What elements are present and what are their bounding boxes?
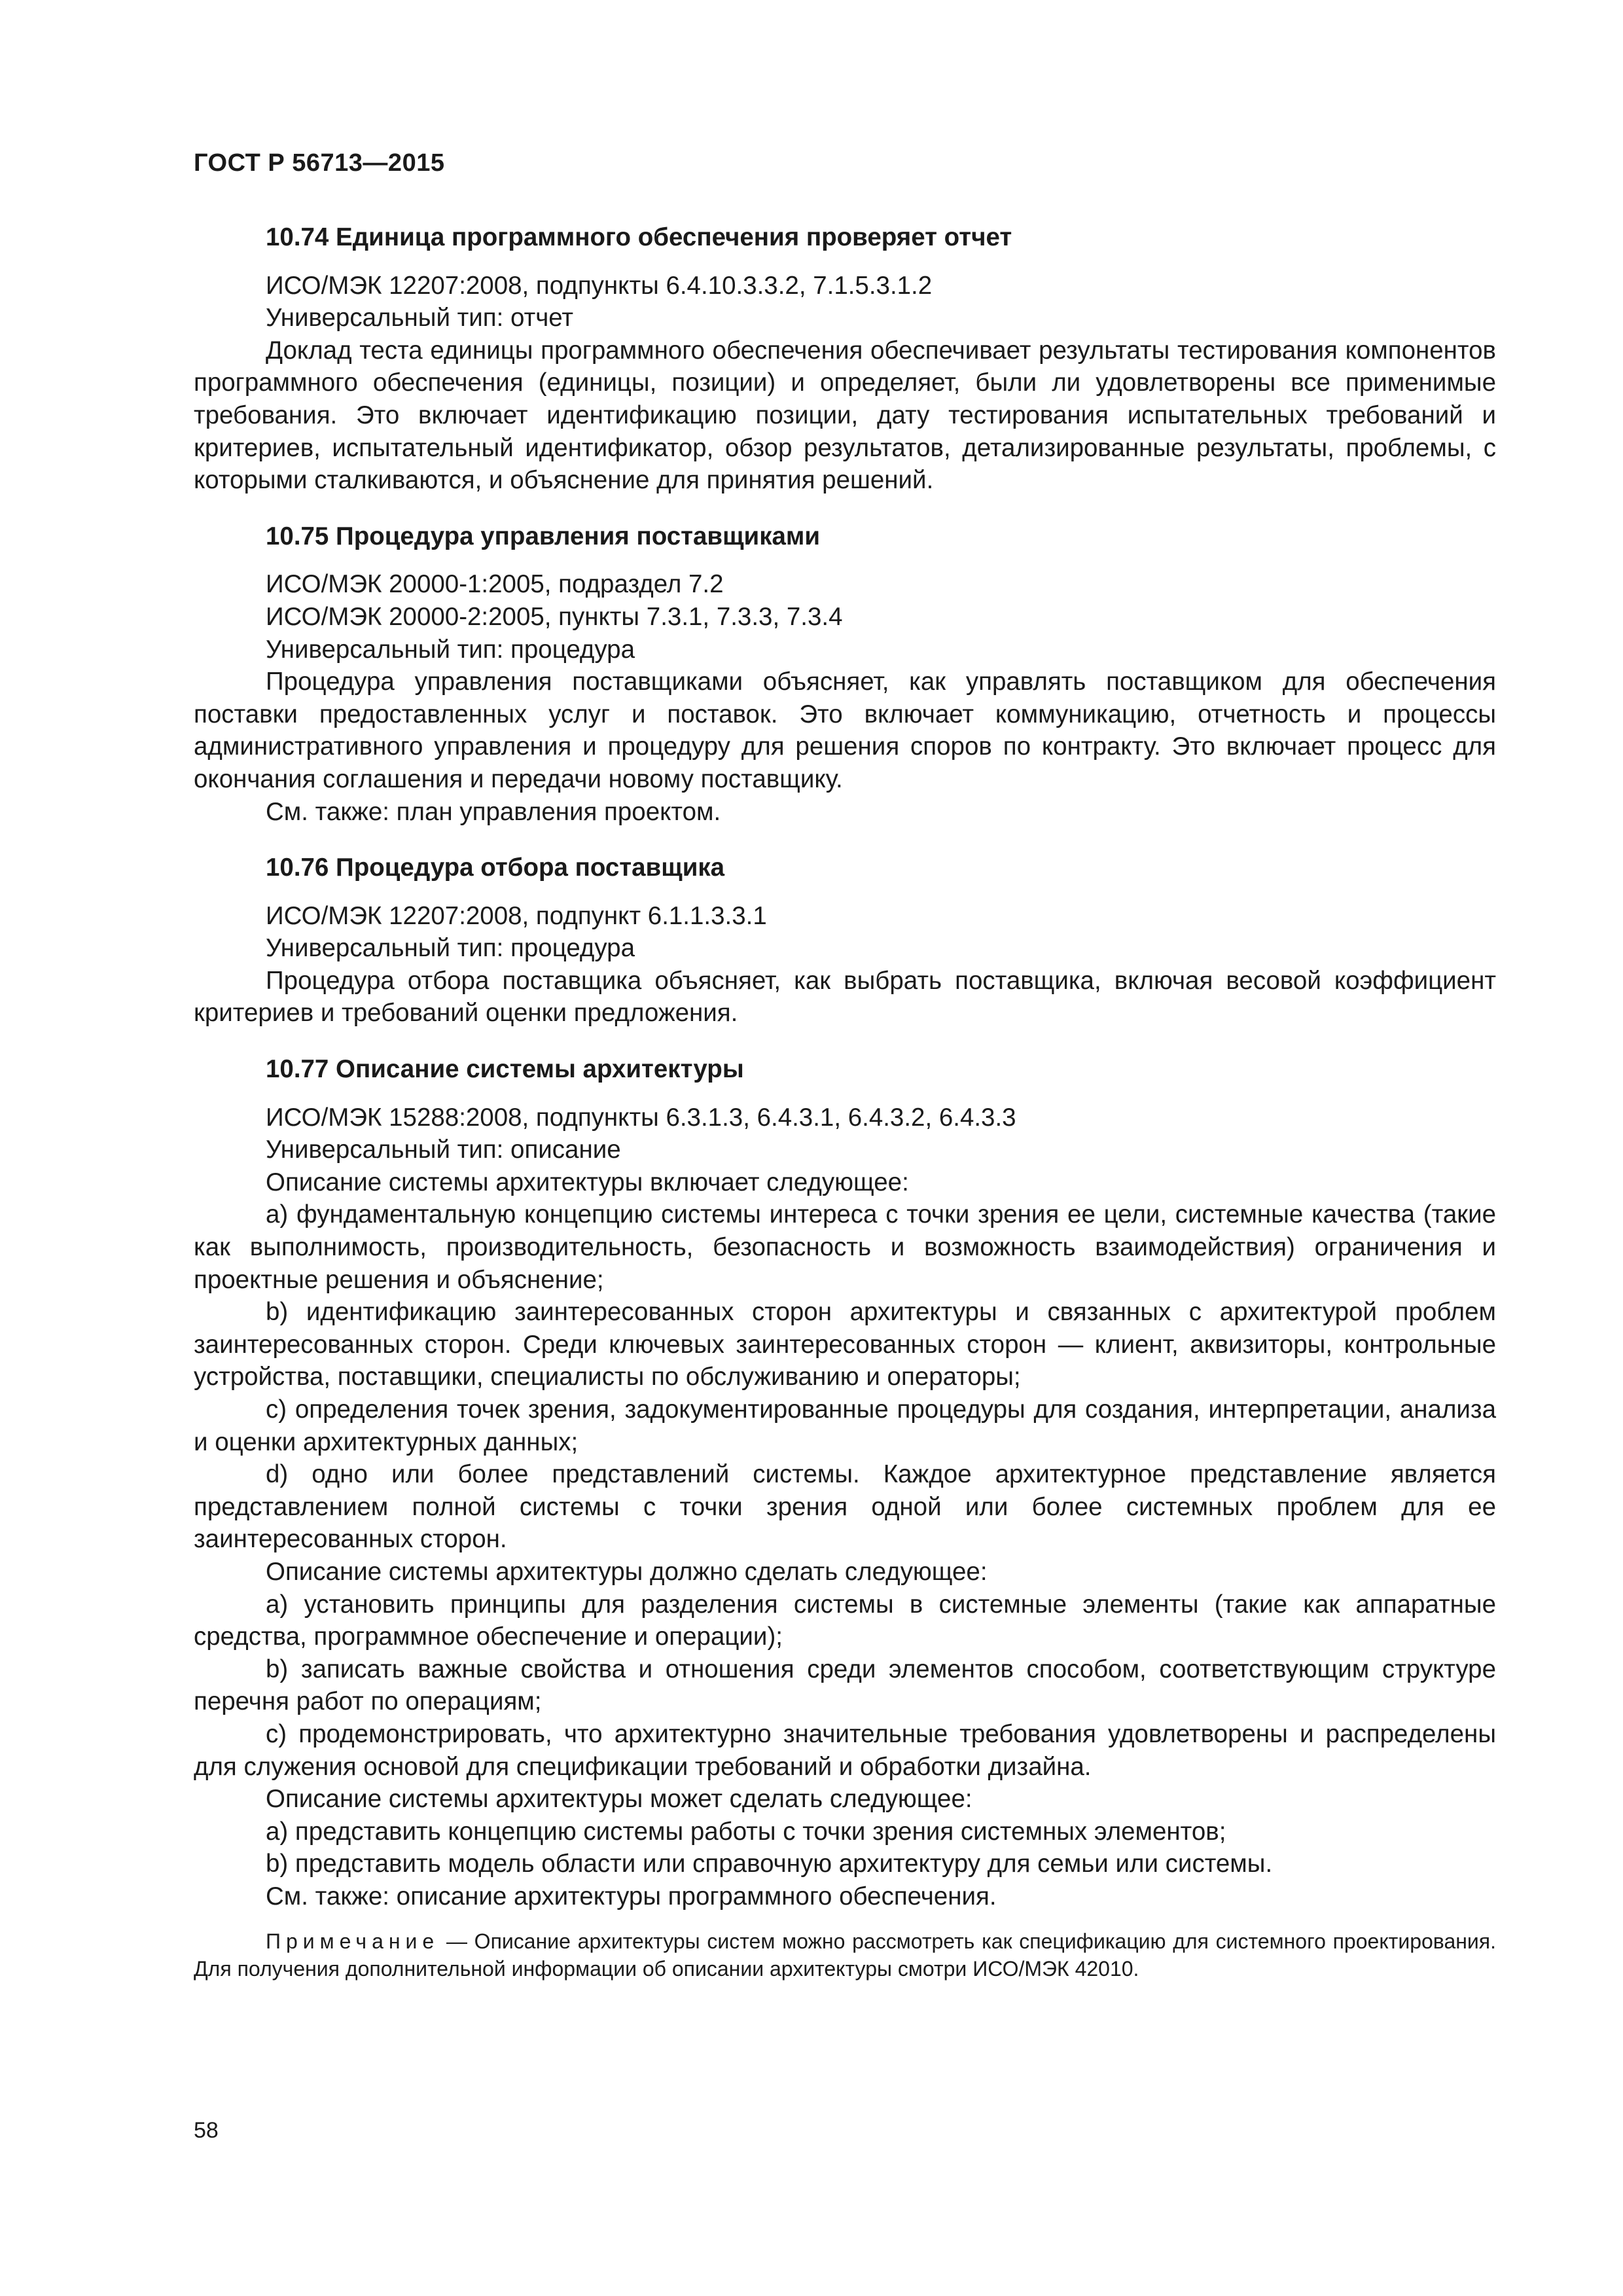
- paragraph: a) фундаментальную концепцию системы интереса с точки зрения ее цели, системные качества (такие как выполнимость, производительность, безопасность и возможность взаимодействия) ограничения и проектные решения и объяснение;: [194, 1200, 1496, 1294]
- paragraph: c) продемонстрировать, что архитектурно значительные требования удовлетворены и распределены для служения основой для спецификации требований и обработки дизайна.: [194, 1719, 1496, 1781]
- paragraph: a) представить концепцию системы работы с точки зрения системных элементов;: [266, 1817, 1226, 1846]
- reference-line: ИСО/МЭК 20000-1:2005, подраздел 7.2: [266, 570, 724, 599]
- paragraph: b) записать важные свойства и отношения среди элементов способом, соответствующим структуре перечня работ по операциям;: [194, 1655, 1496, 1716]
- section-title: 10.76 Процедура отбора поставщика: [266, 853, 725, 882]
- note: [194, 1928, 1496, 1982]
- paragraph: См. также: описание архитектуры программного обеспечения.: [266, 1882, 997, 1910]
- paragraph: b) представить модель области или справочную архитектуру для семьи или системы.: [266, 1850, 1273, 1878]
- section-title: 10.77 Описание системы архитектуры: [266, 1055, 744, 1084]
- reference-line: ИСО/МЭК 15288:2008, подпункты 6.3.1.3, 6.4.3.1, 6.4.3.2, 6.4.3.3: [266, 1103, 1016, 1132]
- reference-line: ИСО/МЭК 12207:2008, подпункты 6.4.10.3.3.2, 7.1.5.3.1.2: [266, 271, 933, 300]
- reference-line: ИСО/МЭК 12207:2008, подпункт 6.1.1.3.3.1: [266, 901, 767, 930]
- paragraph: a) установить принципы для разделения системы в системные элементы (такие как аппаратные средства, программное обеспечение и операции);: [194, 1590, 1496, 1651]
- paragraph: Доклад теста единицы программного обеспечения обеспечивает результаты тестирования компонентов программного обеспечения (единицы, позиции) и определяет, были ли удовлетворены все применимые требования. Это включает идентификацию позиции, дату тестирования испытательных требований и критериев, испытательный идентификатор, обзор результатов, детализированные результаты, проблемы, с которыми сталкиваются, и объяснение для принятия решений.: [194, 336, 1496, 495]
- page-number: 58: [194, 2118, 219, 2143]
- note-label: Примечание: [266, 1929, 440, 1953]
- paragraph: Процедура управления поставщиками объясняет, как управлять поставщиком для обеспечения поставки предоставленных услуг и поставок. Это включает коммуникацию, отчетность и процессы административного управления и процедуру для решения споров по контракту. Это включает процесс для окончания соглашения и передачи новому поставщику.: [194, 668, 1496, 793]
- reference-line: ИСО/МЭК 20000-2:2005, пункты 7.3.1, 7.3.3, 7.3.4: [266, 602, 843, 631]
- paragraph: d) одно или более представлений системы. Каждое архитектурное представление является представлением полной системы с точки зрения одной или более системных проблем для ее заинтересованных сторон.: [194, 1460, 1496, 1554]
- section: [194, 852, 1496, 1030]
- paragraph: c) определения точек зрения, задокументированные процедуры для создания, интерпретации, анализа и оценки архитектурных данных;: [194, 1395, 1496, 1456]
- paragraph: Процедура отбора поставщика объясняет, как выбрать поставщика, включая весовой коэффициент критериев и требований оценки предложения.: [194, 966, 1496, 1028]
- document-code-header: ГОСТ Р 56713—2015: [194, 149, 445, 177]
- reference-line: Универсальный тип: процедура: [266, 934, 635, 963]
- section-title: 10.75 Процедура управления поставщиками: [266, 522, 821, 550]
- paragraph: b) идентификацию заинтересованных сторон архитектуры и связанных с архитектурой проблем заинтересованных сторон. Среди ключевых заинтересованных сторон — клиент, аквизиторы, контрольные устройства, поставщики, специалисты по обслуживанию и операторы;: [194, 1298, 1496, 1391]
- section: [194, 520, 1496, 828]
- section-title: 10.74 Единица программного обеспечения проверяет отчет: [266, 223, 1012, 251]
- document-body: [194, 221, 1496, 2006]
- note-text: — Описание архитектуры систем можно рассмотреть как спецификацию для системного проектирования. Для получения дополнительной информации об описании архитектуры смотри ИСО/МЭК 42010.: [194, 1929, 1496, 1981]
- section: [194, 1053, 1496, 1982]
- paragraph: Описание системы архитектуры может сделать следующее:: [266, 1785, 972, 1814]
- reference-line: Универсальный тип: отчет: [266, 304, 574, 332]
- reference-line: Универсальный тип: процедура: [266, 635, 635, 664]
- section: [194, 221, 1496, 497]
- reference-line: Универсальный тип: описание: [266, 1136, 621, 1164]
- paragraph: Описание системы архитектуры должно сделать следующее:: [266, 1557, 988, 1586]
- paragraph: Описание системы архитектуры включает следующее:: [266, 1168, 909, 1196]
- paragraph: См. также: план управления проектом.: [266, 797, 721, 826]
